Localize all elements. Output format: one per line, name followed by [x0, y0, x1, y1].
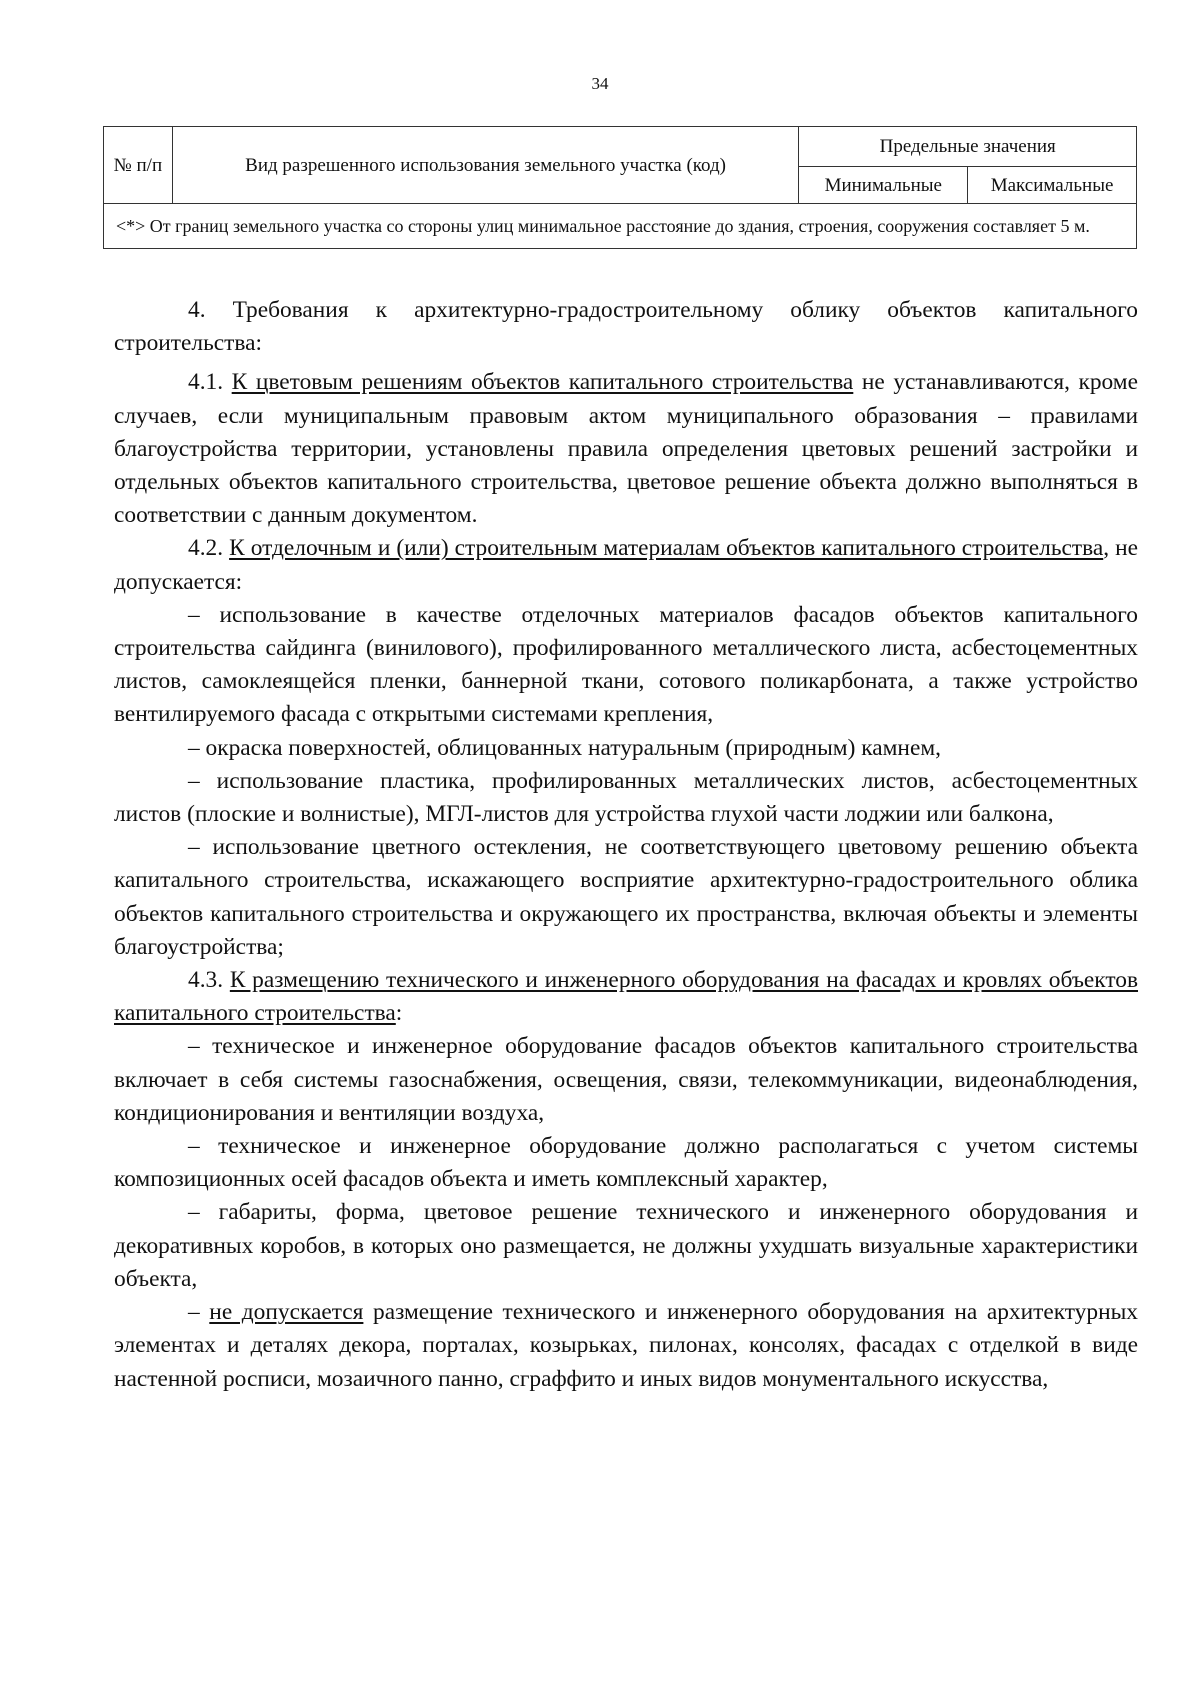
table-note: <*> От границ земельного участка со стороны улиц минимальное расстояние до здания, строения, сооружения составляет 5 м.	[104, 204, 1137, 249]
section-4	[114, 294, 1138, 1396]
list-item	[114, 1296, 1138, 1396]
paragraph-4-2-number: 4.2.	[188, 535, 230, 562]
paragraph-4-3	[114, 964, 1138, 1030]
paragraph-4-3-text: :	[395, 1000, 403, 1027]
paragraph-4-1-number: 4.1.	[188, 369, 232, 396]
paragraph-4-1	[114, 366, 1138, 532]
limits-table	[103, 126, 1137, 249]
list-item-dash: –	[188, 1299, 210, 1326]
section-4-heading: 4. Требования к архитектурно-градостроительному облику объектов капитального строительства:	[114, 297, 1138, 357]
paragraph-4-2-text: , не допускается:	[114, 535, 1138, 595]
list-item: – техническое и инженерное оборудование должно располагаться с учетом системы композиционных осей фасадов объекта и иметь комплексный характер,	[114, 1133, 1138, 1193]
paragraph-4-3-number: 4.3.	[188, 967, 230, 994]
paragraph-4-2-underlined: К отделочным и (или) строительным материалам объектов капитального строительства	[229, 535, 1104, 562]
table-note-row	[104, 204, 1137, 249]
list-item-underlined: не допускается	[209, 1299, 364, 1326]
list-item: – окраска поверхностей, облицованных натуральным (природным) камнем,	[188, 734, 941, 761]
column-limits-header: Предельные значения	[799, 127, 1137, 167]
column-kind-header: Вид разрешенного использования земельного участка (код)	[172, 127, 799, 204]
column-max-header: Максимальные	[968, 167, 1137, 204]
table-header-row	[104, 127, 1137, 167]
paragraph-4-3-underlined: К размещению технического и инженерного оборудования на фасадах и кровлях объектов капитального строительства	[114, 967, 1139, 1027]
list-item: – габариты, форма, цветовое решение технического и инженерного оборудования и декоративных коробов, в которых оно размещается, не должны ухудшать визуальные характеристики объекта,	[114, 1199, 1138, 1292]
paragraph-4-2	[114, 532, 1138, 598]
paragraph-4-1-underlined: К цветовым решениям объектов капитального строительства	[231, 369, 854, 396]
list-item: – техническое и инженерное оборудование фасадов объектов капитального строительства включает в себя системы газоснабжения, освещения, связи, телекоммуникации, видеонаблюдения, кондиционирования и вентиляции воздуха,	[114, 1033, 1138, 1126]
list-item: – использование цветного остекления, не соответствующего цветовому решению объекта капитального строительства, искажающего восприятие архитектурно-градостроительного облика объектов капитального строительства и окружающего их пространства, включая объекты и элементы благоустройства;	[114, 834, 1138, 960]
column-min-header: Минимальные	[799, 167, 968, 204]
list-item: – использование пластика, профилированных металлических листов, асбестоцементных листов (плоские и волнистые), МГЛ-листов для устройства глухой части лоджии или балкона,	[114, 767, 1138, 828]
list-item: – использование в качестве отделочных материалов фасадов объектов капитального строительства сайдинга (винилового), профилированного металлического листа, асбестоцементных листов, самоклеящейся пленки, баннерной ткани, сотового поликарбоната, а также устройство вентилируемого фасада с открытыми системами крепления,	[114, 601, 1138, 728]
paragraph-4-1-text: не устанавливаются, кроме случаев, если муниципальным правовым актом муниципального образования – правилами благоустройства территории, установлены правила определения цветовых решений застройки и отдельных объектов капитального строительства, цветовое решение объекта должно выполняться в соответствии с данным документом.	[114, 369, 1138, 529]
column-number-header: № п/п	[104, 127, 173, 204]
page-number: 34	[591, 74, 609, 93]
list-item-text: размещение технического и инженерного оборудования на архитектурных элементах и деталях декора, порталах, козырьках, пилонах, консолях, фасадах с отделкой в виде настенной росписи, мозаичного панно, сграффито и иных видов монументального искусства,	[114, 1299, 1139, 1392]
